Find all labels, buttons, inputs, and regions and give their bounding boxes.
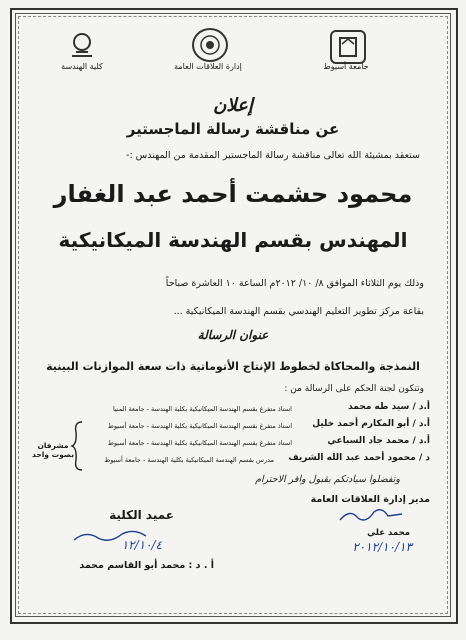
pr-manager-date: ٢٠١٢/١٠/١٣ bbox=[352, 540, 412, 554]
thesis-heading: عنوان الرسالة bbox=[197, 328, 269, 342]
committee-intro: وتتكون لجنة الحكم على الرسالة من : bbox=[284, 384, 424, 394]
defense-venue: بقاعة مركز تطوير التعليم الهندسي بقسم الهندسة الميكانيكية ... bbox=[173, 306, 424, 317]
intro-text: ستعقد بمشيئة الله تعالى مناقشة رسالة الماجستير المقدمة من المهندس :- bbox=[126, 150, 420, 161]
committee-member-1-desc: استاذ متفرغ بقسم الهندسة الميكانيكية بكلية الهندسة - جامعة المنيا bbox=[112, 405, 292, 413]
pr-department-logo bbox=[192, 28, 228, 62]
pr-department-caption: إدارة العلاقات العامة bbox=[174, 62, 242, 71]
faculty-logo bbox=[66, 30, 98, 60]
university-logo bbox=[330, 30, 366, 64]
committee-member-4-desc: مدرس بقسم الهندسة الميكانيكية بكلية الهندسة - جامعة أسيوط bbox=[104, 456, 274, 464]
committee-member-2-desc: استاذ متفرغ بقسم الهندسة الميكانيكية بكلية الهندسة - جامعة أسيوط bbox=[107, 422, 292, 430]
closing-text: وتفضلوا سيادتكم بقبول وافر الاحترام bbox=[255, 474, 400, 485]
pr-manager-title: مدير إدارة العلاقات العامة bbox=[310, 494, 430, 505]
thesis-title: النمذجة والمحاكاة لخطوط الإنتاج الأتوماتية ذات سعة الموازنات البينية bbox=[46, 360, 420, 373]
candidate-name: محمود حشمت أحمد عبد الغفار bbox=[53, 180, 413, 208]
committee-member-2-name: أ.د / أبو المكارم أحمد خليل bbox=[312, 419, 430, 429]
pr-manager-signature bbox=[336, 504, 406, 526]
supervisors-note: مشرفان بصوت واحد bbox=[31, 441, 75, 459]
defense-datetime: وذلك يوم الثلاثاء الموافق ٨/ ١٠/ ٢٠١٢م الساعة ١٠ العاشرة صباحاً bbox=[165, 278, 424, 289]
dean-date: ١٢/١٠/٤ bbox=[121, 538, 162, 552]
faculty-logo-caption: كلية الهندسة bbox=[61, 62, 103, 71]
committee-member-1-name: أ.د / سيد طه محمد bbox=[348, 402, 430, 412]
committee-member-4-name: د / محمود أحمد عبد الله الشريف bbox=[288, 453, 430, 463]
candidate-title: المهندس بقسم الهندسة الميكانيكية bbox=[58, 228, 408, 252]
pr-manager-name: محمد علي bbox=[367, 528, 410, 538]
committee-member-3-name: أ.د / محمد جاد السباعي bbox=[327, 436, 430, 446]
announcement-title: إعلان bbox=[213, 95, 253, 116]
dean-title: عميد الكلية bbox=[109, 508, 174, 522]
committee-member-3-desc: استاذ متفرغ بقسم الهندسة الميكانيكية بكلية الهندسة - جامعة أسيوط bbox=[107, 439, 292, 447]
dean-name: أ . د : محمد أبو القاسم محمد bbox=[79, 560, 214, 571]
university-logo-caption: جامعة أسيوط bbox=[323, 62, 369, 71]
announcement-subtitle: عن مناقشة رسالة الماجستير bbox=[126, 120, 340, 138]
